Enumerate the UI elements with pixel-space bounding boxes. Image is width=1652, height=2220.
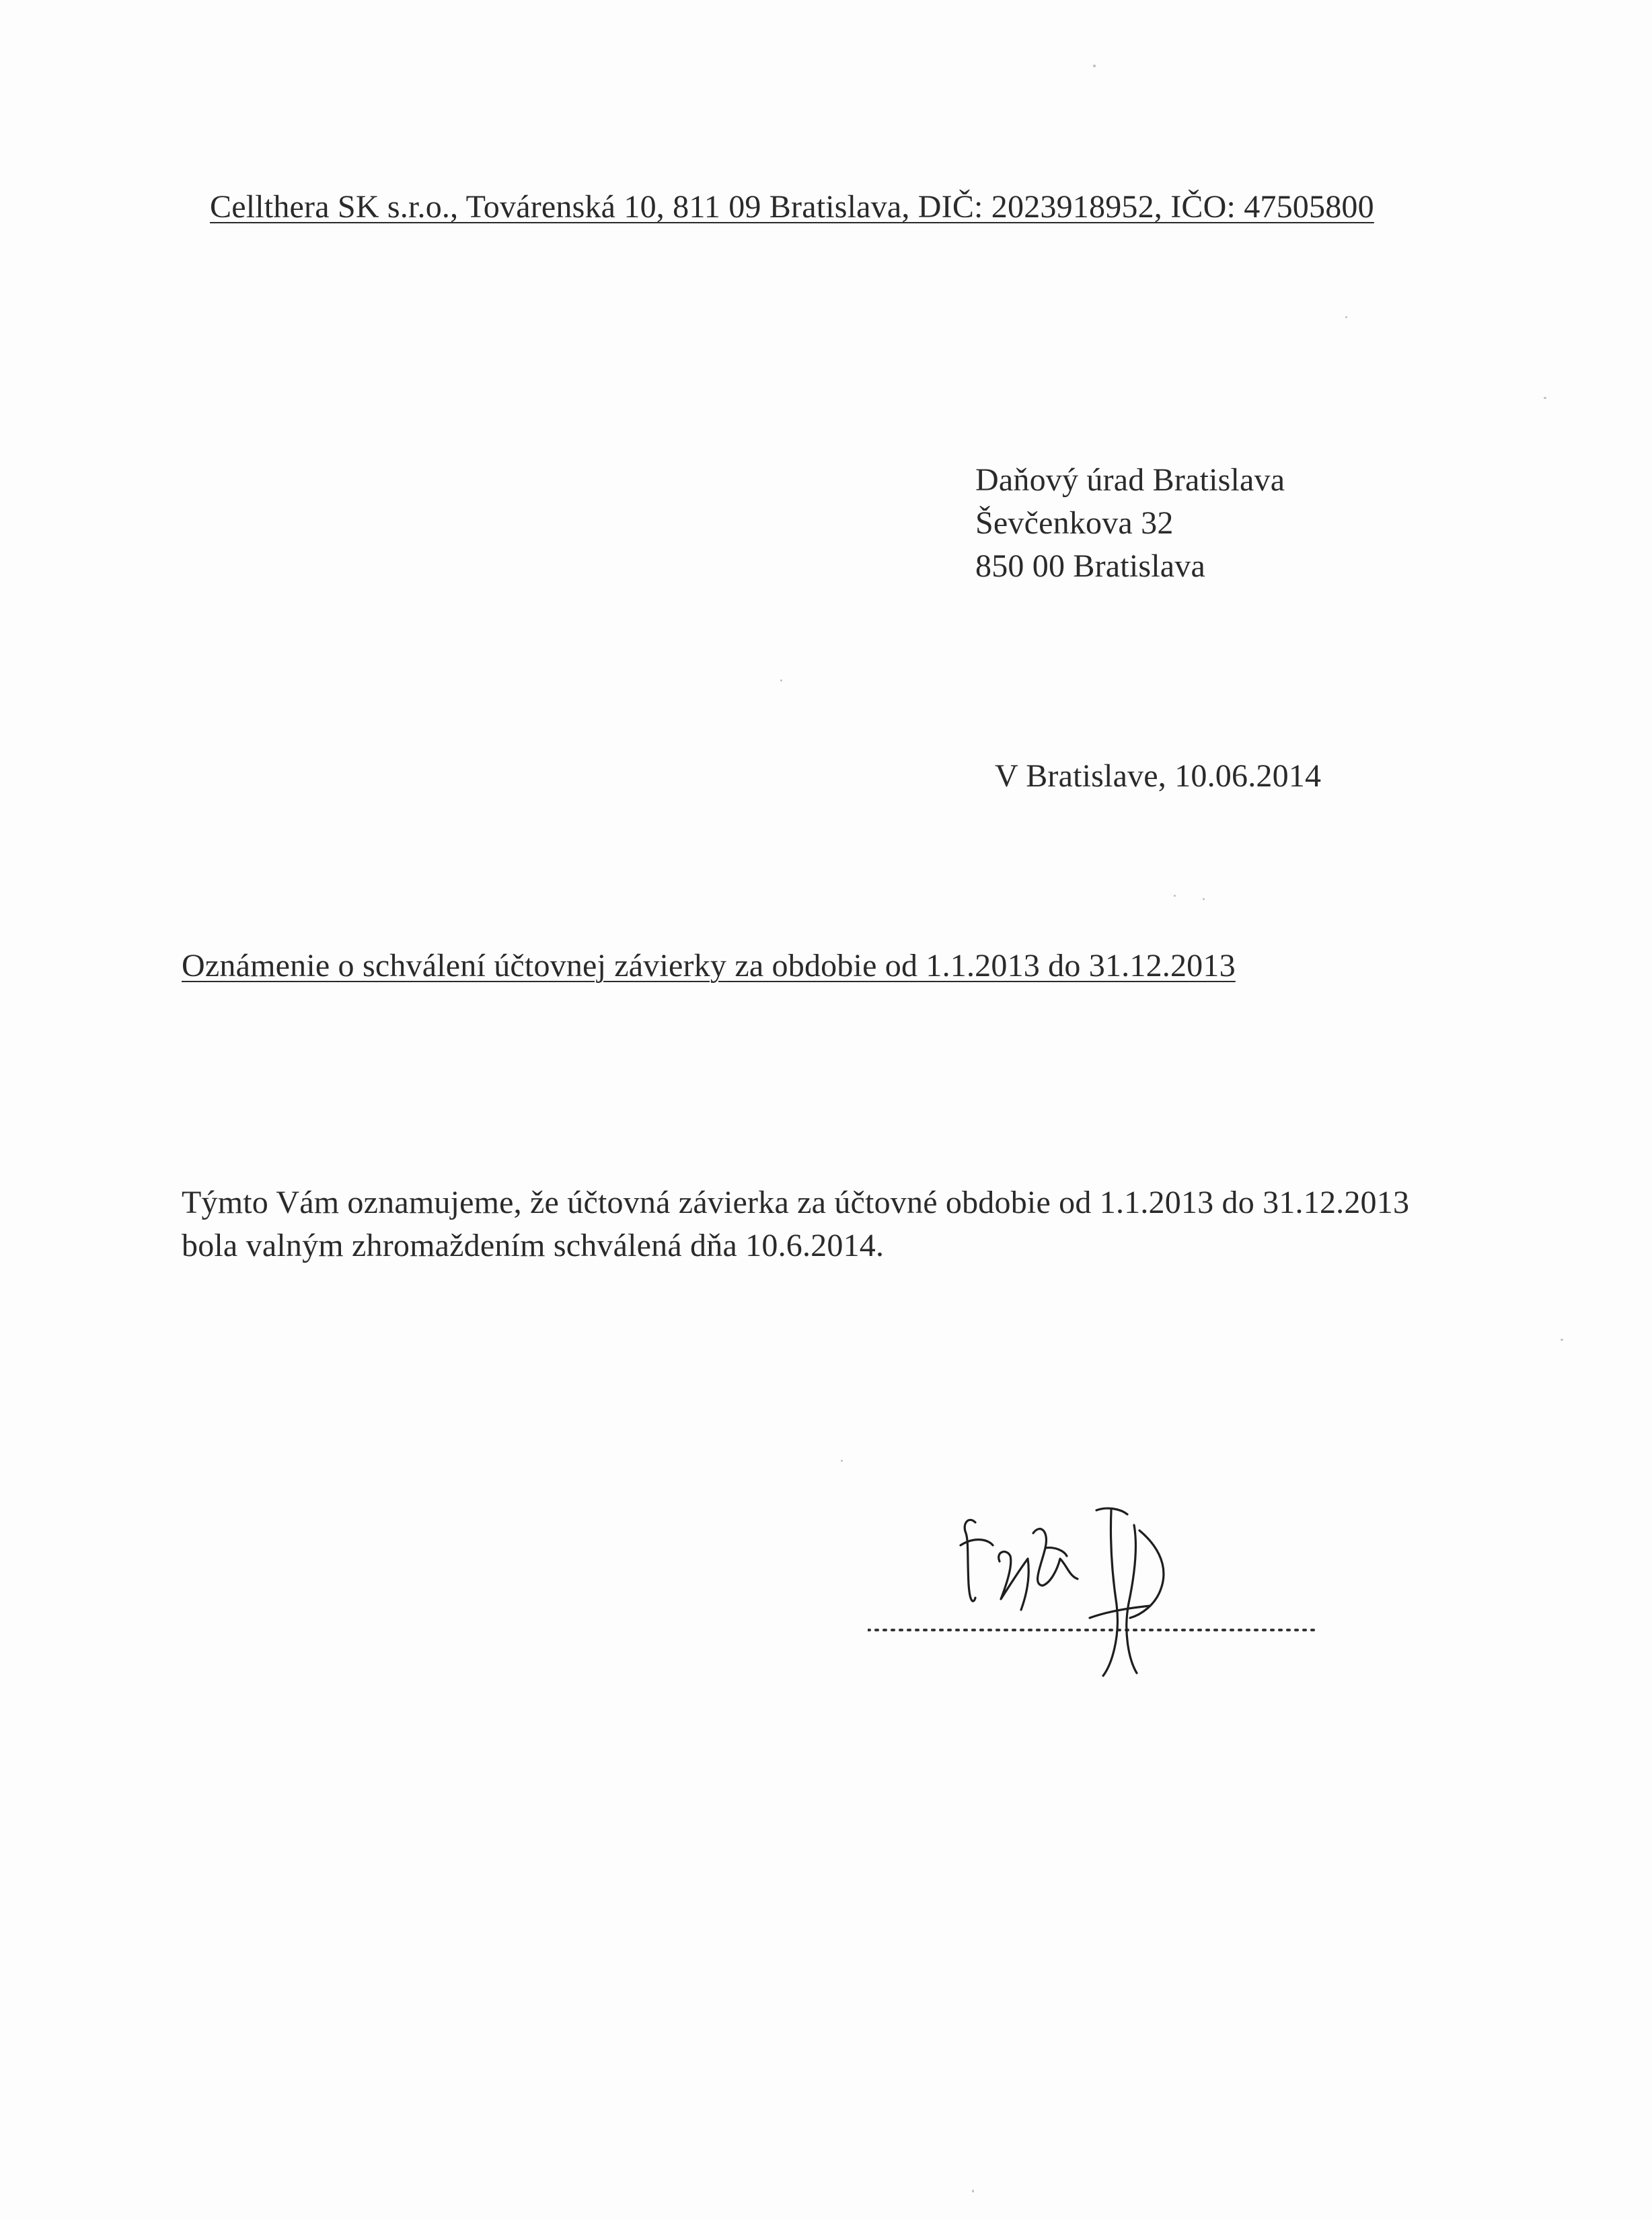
subject-line: Oznámenie o schválení účtovnej závierky za obdobie od 1.1.2013 do 31.12.2013 [182, 948, 1236, 984]
scan-speck [1544, 397, 1546, 399]
recipient-city: 850 00 Bratislava [975, 548, 1206, 584]
recipient-address [975, 459, 1285, 588]
signature-block [868, 1483, 1339, 1685]
body-line-2: bola valným zhromaždením schválená dňa 10.6.2014. [182, 1228, 885, 1263]
handwritten-signature [961, 1508, 1164, 1676]
body-line-1: Týmto Vám oznamujeme, že účtovná závierka za účtovné obdobie od 1.1.2013 do 31.12.2013 [182, 1185, 1410, 1220]
sender-header: Cellthera SK s.r.o., Továrenská 10, 811 09 Bratislava, DIČ: 2023918952, IČO: 47505800 [210, 189, 1374, 225]
scan-speck [1561, 1339, 1563, 1341]
scan-speck [1345, 316, 1347, 318]
scan-speck [972, 2190, 974, 2192]
recipient-name: Daňový úrad Bratislava [975, 462, 1285, 498]
scan-speck [780, 679, 782, 681]
body-text [182, 1181, 1409, 1267]
scan-speck [1174, 895, 1176, 897]
scan-speck [1203, 898, 1205, 900]
place-and-date: V Bratislave, 10.06.2014 [995, 758, 1322, 794]
scan-speck [841, 1460, 843, 1462]
recipient-street: Ševčenkova 32 [975, 505, 1174, 541]
scan-speck [1093, 65, 1096, 67]
